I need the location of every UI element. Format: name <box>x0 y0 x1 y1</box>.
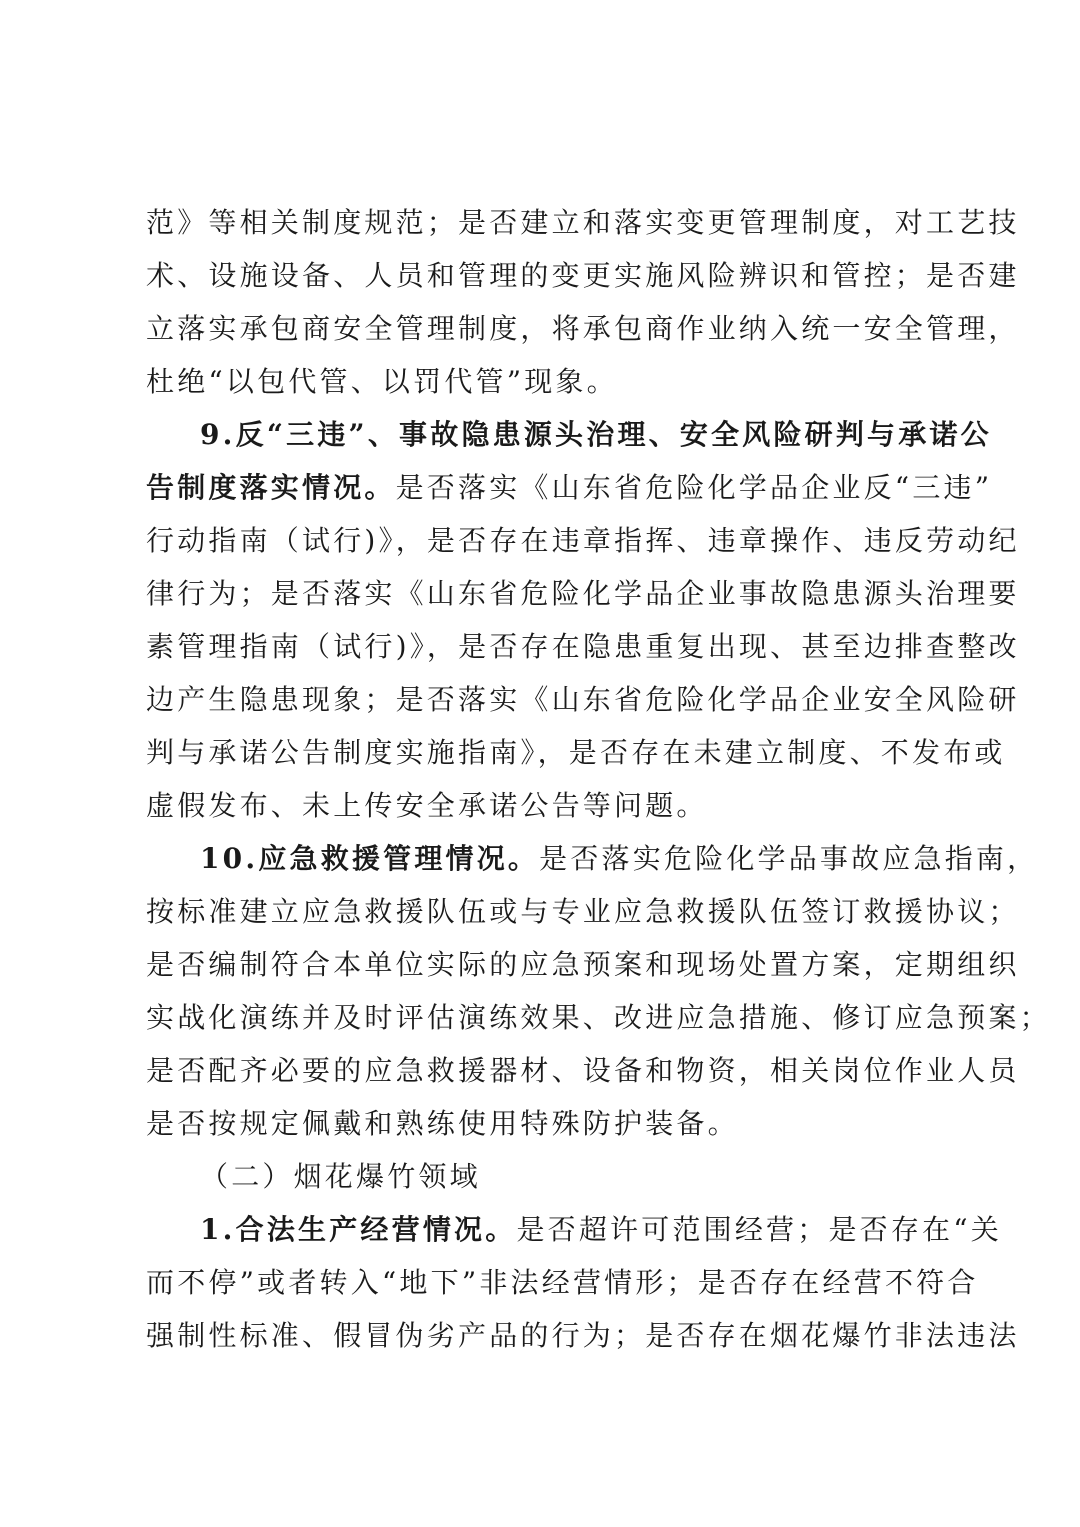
line-text: 是否配齐必要的应急救援器材、设备和物资，相关岗位作业人员 <box>146 1054 1020 1087</box>
section-title-fireworks <box>200 1157 1000 1197</box>
line-text: 杜绝“以包代管、以罚代管”现象。 <box>146 365 618 398</box>
paragraph-line <box>146 203 1020 243</box>
line-text: 强制性标准、假冒伪劣产品的行为；是否存在烟花爆竹非法违法 <box>146 1319 1020 1352</box>
paragraph-line <box>146 1051 1020 1091</box>
paragraph-line <box>146 786 946 826</box>
line-text: 而不停”或者转入“地下”非法经营情形；是否存在经营不符合 <box>146 1266 979 1299</box>
line-text: 虚假发布、未上传安全承诺公告等问题。 <box>146 789 708 822</box>
line-text: 是否编制符合本单位实际的应急预案和现场处置方案，定期组织 <box>146 948 1020 981</box>
line-text: 律行为；是否落实《山东省危险化学品企业事故隐患源头治理要 <box>146 577 1020 610</box>
line-text: 范》等相关制度规范；是否建立和落实变更管理制度，对工艺技 <box>146 206 1020 239</box>
paragraph-line <box>146 945 1020 985</box>
line-text: 实战化演练并及时评估演练效果、改进应急措施、修订应急预案； <box>146 1001 1051 1034</box>
paragraph-line <box>146 521 1020 561</box>
section-title-text: （二）烟花爆竹领域 <box>200 1160 481 1193</box>
paragraph-line <box>146 680 1020 720</box>
heading-text: 9.反“三违”、事故隐患源头治理、安全风险研判与承诺公 <box>200 418 992 451</box>
paragraph-line <box>146 892 1020 932</box>
line-text: 是否超许可范围经营；是否存在“关 <box>516 1213 1002 1246</box>
paragraph-line <box>146 733 1006 773</box>
line-text: 是否落实危险化学品事故应急指南， <box>539 842 1039 875</box>
paragraph-line <box>146 468 993 508</box>
paragraph-line <box>146 627 1020 667</box>
paragraph-line <box>146 1316 1020 1356</box>
heading-text: 10.应急救援管理情况。 <box>200 842 540 875</box>
line-text: 是否落实《山东省危险化学品企业反“三违” <box>395 471 993 504</box>
line-text: 素管理指南（试行)》，是否存在隐患重复出现、甚至边排查整改 <box>146 630 1020 663</box>
line-text: 是否按规定佩戴和熟练使用特殊防护装备。 <box>146 1107 739 1140</box>
section-heading-10 <box>200 839 1039 879</box>
section-heading-9 <box>200 415 992 455</box>
section-heading-1 <box>200 1210 1002 1250</box>
paragraph-line <box>146 1263 979 1303</box>
paragraph-line <box>146 256 1020 296</box>
paragraph-line <box>146 1104 946 1144</box>
line-text: 边产生隐患现象；是否落实《山东省危险化学品企业安全风险研 <box>146 683 1020 716</box>
paragraph-line <box>146 574 1020 614</box>
line-text: 判与承诺公告制度实施指南》，是否存在未建立制度、不发布或 <box>146 736 1006 769</box>
heading-text: 1.合法生产经营情况。 <box>200 1213 517 1246</box>
line-text: 行动指南（试行)》，是否存在违章指挥、违章操作、违反劳动纪 <box>146 524 1020 557</box>
paragraph-line <box>146 309 1020 349</box>
paragraph-line <box>146 998 1051 1038</box>
line-text: 术、设施设备、人员和管理的变更实施风险辨识和管控；是否建 <box>146 259 1020 292</box>
heading-text: 告制度落实情况。 <box>146 471 396 504</box>
line-text: 立落实承包商安全管理制度，将承包商作业纳入统一安全管理， <box>146 312 1020 345</box>
line-text: 按标准建立应急救援队伍或与专业应急救援队伍签订救援协议； <box>146 895 1020 928</box>
paragraph-line <box>146 362 946 402</box>
